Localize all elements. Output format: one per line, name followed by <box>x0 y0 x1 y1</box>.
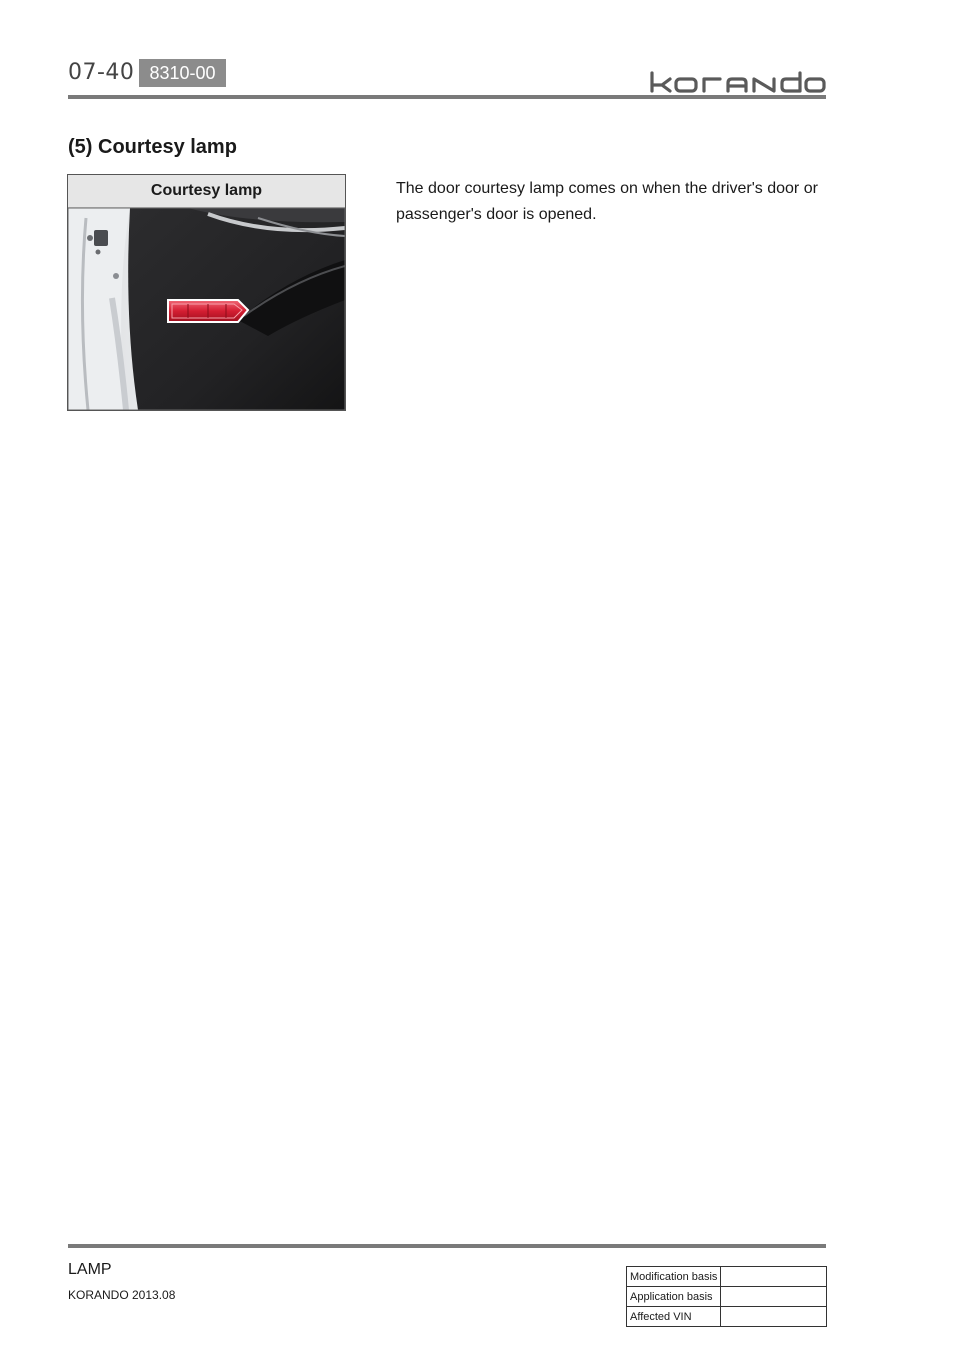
table-row <box>627 1287 827 1307</box>
table-row <box>627 1267 827 1287</box>
section-title: (5) Courtesy lamp <box>68 136 237 158</box>
figure-caption: Courtesy lamp <box>68 175 345 208</box>
table-row <box>627 1307 827 1327</box>
revision-info-table <box>626 1266 827 1327</box>
door-courtesy-lamp-photo <box>68 208 345 410</box>
korando-logo <box>650 71 826 93</box>
header-divider <box>68 95 826 99</box>
footer-section-name: LAMP <box>68 1261 112 1278</box>
affected-vin-value <box>721 1307 827 1327</box>
figure-box <box>67 174 346 411</box>
affected-vin-label: Affected VIN <box>627 1307 721 1327</box>
modification-basis-label: Modification basis <box>627 1267 721 1287</box>
footer-divider <box>68 1244 826 1248</box>
description-paragraph: The door courtesy lamp comes on when the driver's door or passenger's door is opened. <box>396 180 818 223</box>
section-code-badge: 8310-00 <box>139 59 226 87</box>
application-basis-value <box>721 1287 827 1307</box>
application-basis-label: Application basis <box>627 1287 721 1307</box>
footer-edition: KORANDO 2013.08 <box>68 1288 176 1302</box>
page-number: 07-40 <box>68 60 135 85</box>
modification-basis-value <box>721 1267 827 1287</box>
